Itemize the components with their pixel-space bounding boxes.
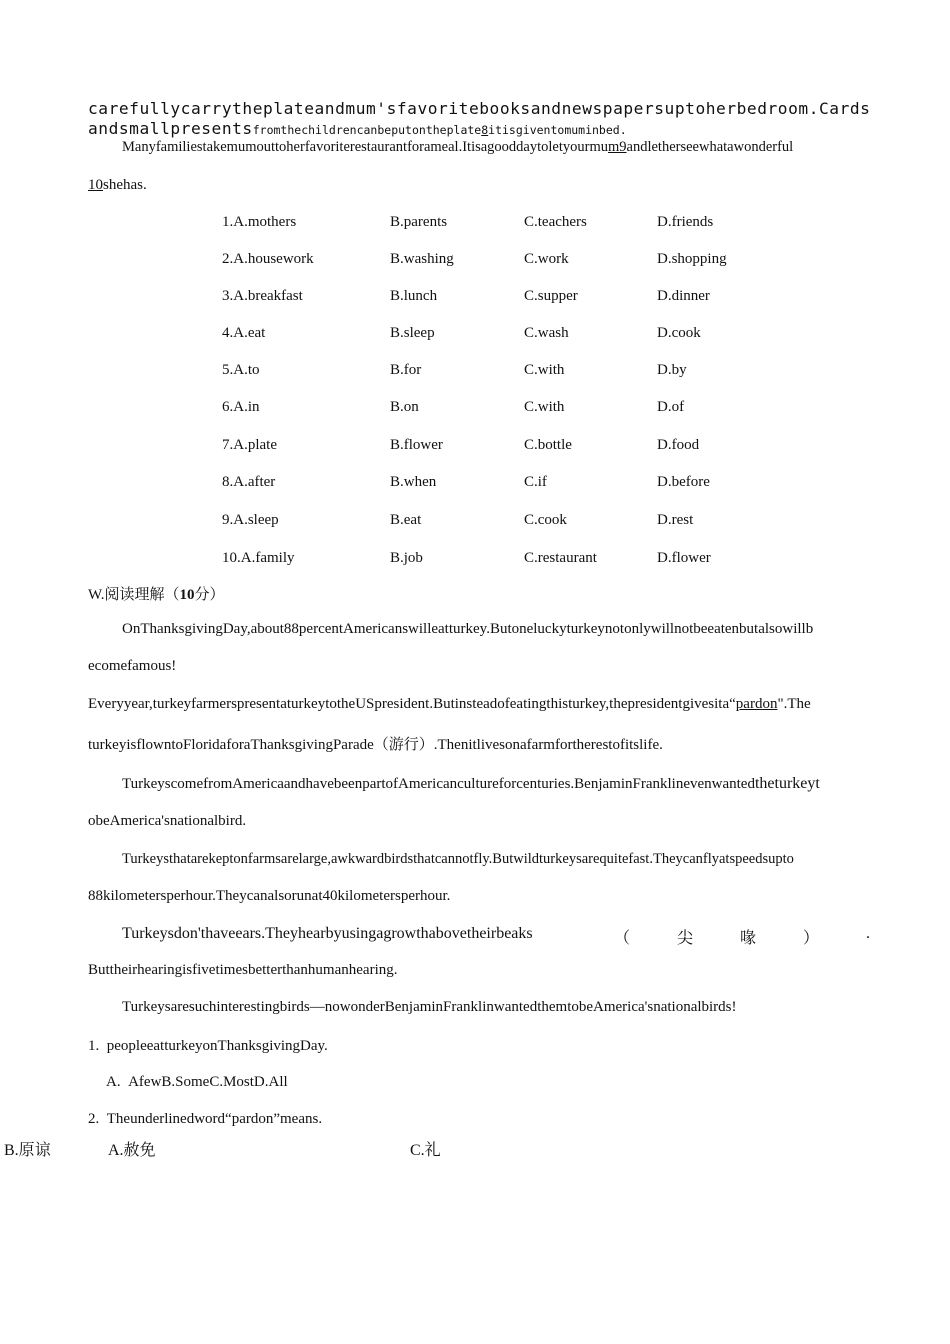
choice-b: B.lunch [390, 288, 438, 304]
choice-c: C.wash [524, 325, 569, 341]
reading-p3-a: TurkeyscomefromAmericaandhavebeenpartofAmericancultureforcenturies.BenjaminFranklinevenwanted [122, 776, 755, 792]
passage-para-2-line-2 [88, 177, 147, 194]
reading-p2-line-1 [88, 696, 811, 713]
choice-b: B.on [390, 399, 419, 415]
choice-a: 7.A.plate [222, 437, 277, 453]
choice-d: D.friends [657, 214, 714, 230]
question-1-text: peopleeatturkeyonThanksgivingDay. [106, 1038, 328, 1054]
reading-p5-line-2: Buttheirhearingisfivetimesbetterthanhumanhearing. [88, 962, 398, 978]
beak-gloss [614, 925, 870, 948]
reading-p4-line-1: Turkeysthatarekeptonfarmsarelarge,awkwardbirdsthatcannotfly.Butwildturkeysarequitefast.Theycanflyatspeedsupto [122, 851, 794, 867]
section-score: 10 [179, 587, 195, 603]
passage-para-2-c: shehas. [103, 177, 147, 193]
question-2-option-a-cut [108, 1137, 168, 1159]
choice-c: C.with [524, 399, 565, 415]
passage-line-2-small-a: fromthechildrencanbeputontheplate [252, 123, 482, 137]
question-1-number: 1. [88, 1038, 100, 1054]
question-2-option-b: B.原谅 [4, 1142, 51, 1159]
question-1 [88, 1038, 328, 1055]
question-2-option-c-cut [410, 1137, 460, 1159]
choice-d: D.dinner [657, 288, 710, 304]
choice-b: B.job [390, 550, 423, 566]
gloss-char-2: 喙 [740, 930, 757, 947]
paren-open: （ [614, 930, 631, 947]
gloss-period: . [866, 925, 870, 942]
question-1-option-label: A. [106, 1074, 121, 1090]
section-heading [88, 583, 225, 604]
gloss-char-1: 尖 [677, 930, 694, 947]
choice-d: D.food [657, 437, 700, 453]
choice-a: 3.A.breakfast [222, 288, 303, 304]
choice-d: D.cook [657, 325, 701, 341]
section-heading-prefix: W.阅读理解（ [88, 587, 180, 603]
choice-b: B.parents [390, 214, 448, 230]
choice-b: B.washing [390, 251, 454, 267]
choice-c: C.bottle [524, 437, 572, 453]
reading-p1-line-1: OnThanksgivingDay,about88percentAmericanswilleatturkey.Butoneluckyturkeynotonlywillnotbeeatenbutalsowillb [122, 621, 814, 637]
question-2-option-b-cut [4, 1137, 64, 1159]
question-2-number: 2. [88, 1111, 100, 1127]
question-2-option-c: C.礼 [410, 1142, 441, 1159]
reading-p5-line-1: Turkeysdon'thaveears.Theyhearbyusingagrowthabovetheirbeaks [122, 925, 533, 942]
choice-d: D.rest [657, 512, 694, 528]
choice-c: C.teachers [524, 214, 587, 230]
paren-close: ） [803, 930, 820, 947]
blank-9: m9 [608, 139, 627, 155]
passage-line-2 [88, 119, 627, 139]
reading-p3-b: theturkeyt [754, 775, 820, 792]
choice-a: 5.A.to [222, 362, 260, 378]
choice-c: C.cook [524, 512, 567, 528]
choice-d: D.of [657, 399, 685, 415]
choice-d: D.by [657, 362, 687, 378]
reading-p2-b: ".The [777, 696, 811, 712]
choice-c: C.restaurant [524, 550, 597, 566]
choice-a: 6.A.in [222, 399, 260, 415]
question-2-text: Theunderlinedword“pardon”means. [106, 1111, 323, 1127]
passage-para-2-line-1 [122, 139, 793, 156]
choice-a: 10.A.family [222, 550, 295, 566]
choice-b: B.when [390, 474, 437, 490]
blank-10: 10 [88, 177, 103, 193]
reading-p6: Turkeysaresuchinterestingbirds—nowonderBenjaminFranklinwantedthemtobeAmerica'snationalbirds! [122, 999, 737, 1015]
choice-c: C.supper [524, 288, 578, 304]
choice-a: 8.A.after [222, 474, 276, 490]
question-1-options [106, 1074, 288, 1091]
blank-8: 8 [481, 123, 489, 137]
choice-b: B.sleep [390, 325, 435, 341]
choice-d: D.before [657, 474, 710, 490]
reading-p3-line-1 [122, 775, 820, 793]
section-heading-suffix: 分） [194, 587, 225, 603]
question-2 [88, 1111, 322, 1128]
choice-b: B.for [390, 362, 422, 378]
passage-line-2-big: andsmallpresents [88, 119, 253, 138]
passage-para-2-b: andletherseewhatawonderful [626, 139, 794, 155]
choice-b: B.flower [390, 437, 443, 453]
choice-d: D.shopping [657, 251, 727, 267]
choice-d: D.flower [657, 550, 711, 566]
question-2-option-a: A.赦免 [108, 1142, 156, 1159]
reading-p2-a: Everyyear,turkeyfarmerspresentaturkeytotheUSpresident.Butinsteadofeatingthisturkey,thepresidentgivesita“ [88, 696, 736, 712]
choice-a: 9.A.sleep [222, 512, 279, 528]
reading-p3-line-2: obeAmerica'snationalbird. [88, 813, 247, 829]
passage-line-1: carefullycarrytheplateandmum'sfavoritebooksandnewspapersuptoherbedroom.Cards [88, 99, 871, 118]
choice-c: C.if [524, 474, 547, 490]
choice-c: C.work [524, 251, 569, 267]
choice-c: C.with [524, 362, 565, 378]
reading-p2-line-2: turkeyisflowntoFloridaforaThanksgivingParade（游行）.Thenitlivesonafarmfortherestofitslife. [88, 737, 663, 753]
underlined-pardon: pardon [735, 696, 778, 712]
choice-a: 4.A.eat [222, 325, 266, 341]
question-1-option-text: AfewB.SomeC.MostD.All [128, 1074, 288, 1090]
choice-a: 2.A.housework [222, 251, 314, 267]
choice-a: 1.A.mothers [222, 214, 297, 230]
passage-para-2-a: Manyfamiliestakemumouttoherfavoriterestaurantforameal.Itisagooddaytoletyourmu [122, 139, 608, 155]
reading-p4-line-2: 88kilometersperhour.Theycanalsorunat40kilometersperhour. [88, 888, 451, 904]
passage-line-2-small-b: itisgiventomuminbed. [488, 123, 627, 137]
reading-p1-line-2: ecomefamous! [88, 658, 177, 674]
choice-b: B.eat [390, 512, 422, 528]
